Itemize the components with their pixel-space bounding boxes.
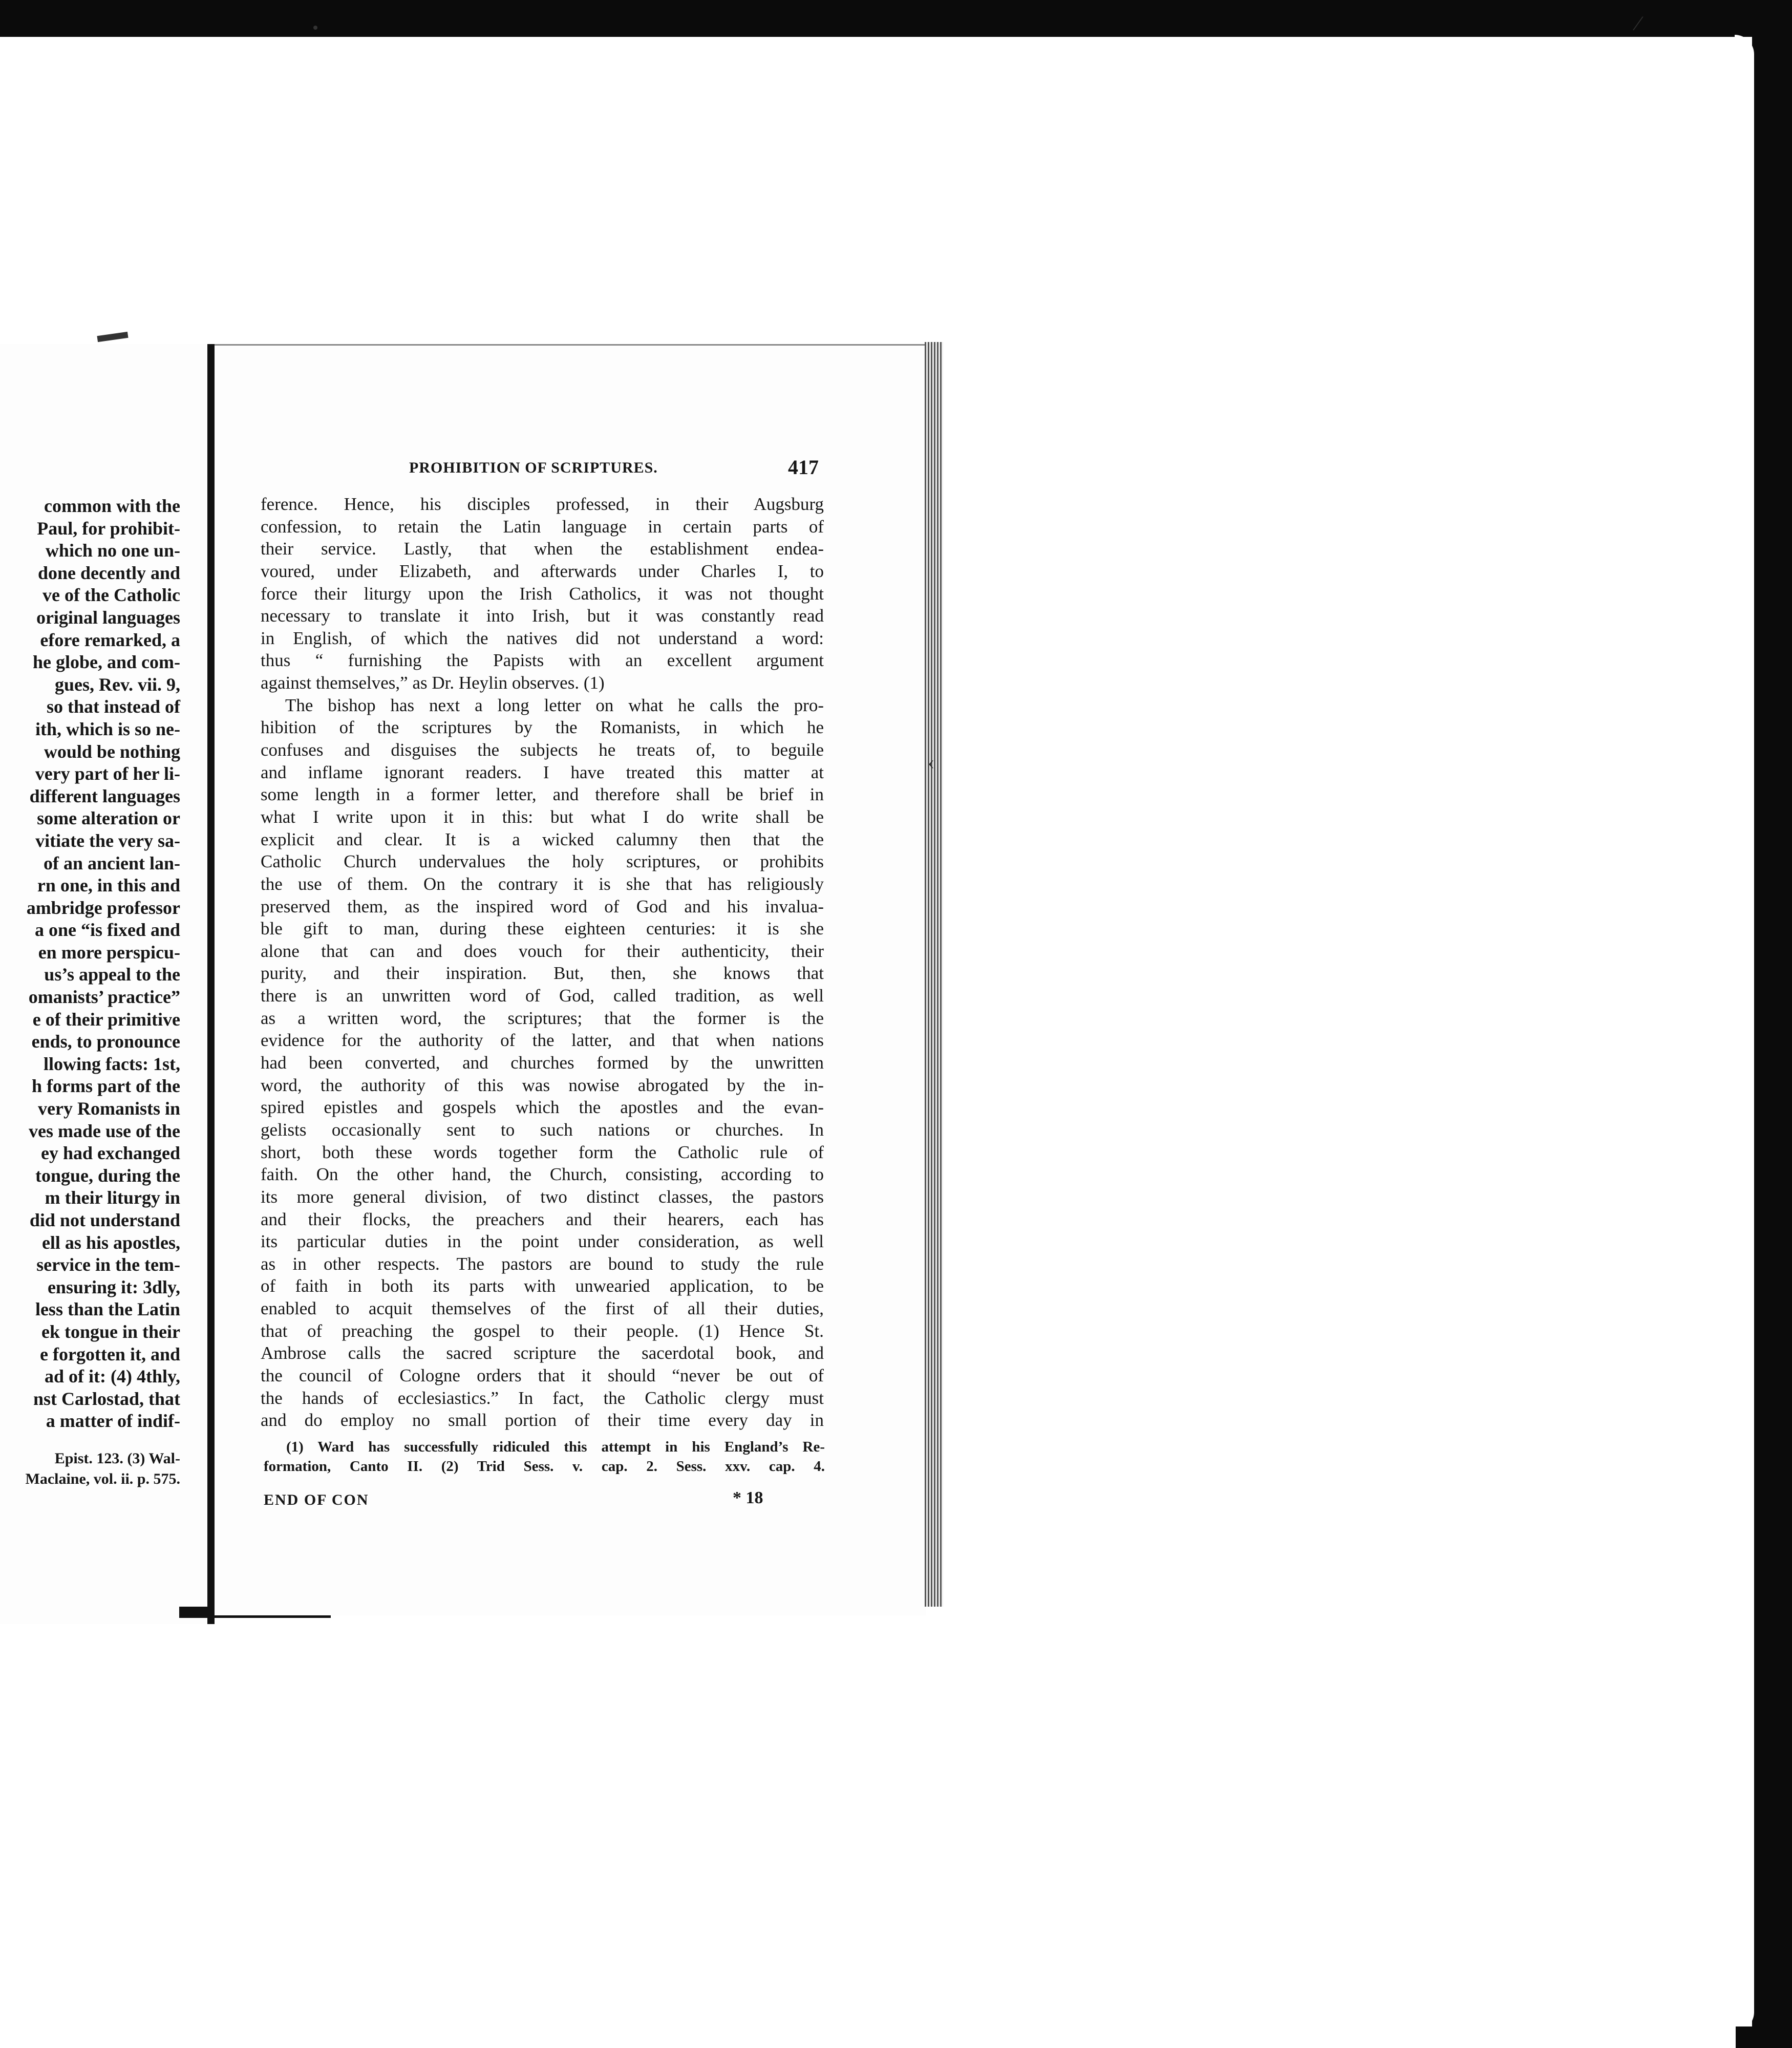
body-line: in English, of which the natives did not understand a word: bbox=[261, 628, 824, 648]
right-page bbox=[215, 344, 926, 1615]
left-line: Paul, for prohibit- bbox=[37, 518, 180, 539]
page-corner-mark bbox=[97, 332, 128, 342]
left-line: ends, to pronounce bbox=[31, 1031, 180, 1052]
body-line: necessary to translate it into Irish, but it was constantly read bbox=[261, 606, 824, 626]
left-line: some alteration or bbox=[37, 808, 180, 829]
left-line: efore remarked, a bbox=[40, 629, 180, 650]
body-line: hibition of the scriptures by the Romanists, in which he bbox=[261, 717, 824, 738]
body-line: and their flocks, the preachers and their hearers, each has bbox=[261, 1209, 824, 1229]
body-line: of faith in both its parts with unwearied application, to be bbox=[261, 1276, 824, 1296]
body-line: evidence for the authority of the latter, and that when nations bbox=[261, 1030, 824, 1051]
left-line: e forgotten it, and bbox=[40, 1343, 180, 1364]
left-line: a one “is fixed and bbox=[34, 920, 180, 941]
body-line: ble gift to man, during these eighteen centuries: it is she bbox=[261, 919, 824, 939]
body-line: their service. Lastly, that when the establishment endea- bbox=[261, 539, 824, 559]
body-line: as in other respects. The pastors are bound to study the rule bbox=[261, 1253, 824, 1274]
left-line: of an ancient lan- bbox=[43, 852, 180, 873]
left-line: ve of the Catholic bbox=[42, 585, 180, 606]
left-line: very Romanists in bbox=[38, 1098, 180, 1119]
body-line: faith. On the other hand, the Church, consisting, according to bbox=[261, 1164, 824, 1185]
body-line: and inflame ignorant readers. I have treated this matter at bbox=[261, 762, 824, 782]
footnote-line: (1) Ward has successfully ridiculed this attempt in his England’s Re- bbox=[286, 1439, 825, 1455]
left-line: service in the tem- bbox=[36, 1254, 180, 1275]
body-line: against themselves,” as Dr. Heylin observes. (1) bbox=[261, 673, 605, 693]
left-line: vitiate the very sa- bbox=[35, 830, 180, 851]
body-line: gelists occasionally sent to such nations or churches. In bbox=[261, 1119, 824, 1140]
left-line: ambridge professor bbox=[26, 897, 180, 918]
left-line: original languages bbox=[36, 607, 180, 628]
body-line: spired epistles and gospels which the apostles and the evan- bbox=[261, 1097, 824, 1118]
left-line: en more perspicu- bbox=[38, 942, 180, 963]
running-head: PROHIBITION OF SCRIPTURES. bbox=[409, 459, 658, 476]
page-edges bbox=[925, 342, 943, 1607]
body-line: the use of them. On the contrary it is she that has religiously bbox=[261, 873, 824, 894]
body-text bbox=[261, 493, 824, 1432]
left-line: a matter of indif- bbox=[46, 1411, 180, 1432]
left-line: so that instead of bbox=[46, 696, 180, 717]
scan-mark-icon: ⁄ bbox=[1636, 12, 1640, 35]
left-line: nst Carlostad, that bbox=[33, 1388, 180, 1409]
body-line: Ambrose calls the sacred scripture the sacerdotal book, and bbox=[261, 1343, 824, 1363]
footnote-line: formation, Canto II. (2) Trid Sess. v. cap. 2. Sess. xxv. cap. 4. bbox=[264, 1458, 825, 1475]
body-line: and do employ no small portion of their time every day in bbox=[261, 1410, 824, 1431]
body-line: that of preaching the gospel to their people. (1) Hence St. bbox=[261, 1320, 824, 1341]
body-line: short, both these words together form the Catholic rule of bbox=[261, 1142, 824, 1162]
left-line: gues, Rev. vii. 9, bbox=[54, 674, 180, 695]
left-line: done decently and bbox=[37, 562, 180, 583]
left-line: common with the bbox=[44, 496, 180, 516]
body-line: thus “ furnishing the Papists with an excellent argument bbox=[261, 650, 824, 671]
body-line: as a written word, the scriptures; that the former is the bbox=[261, 1008, 824, 1028]
signature-mark: * 18 bbox=[733, 1488, 763, 1507]
body-line: there is an unwritten word of God, called tradition, as well bbox=[261, 986, 824, 1006]
scan-frame-bottom bbox=[1736, 2026, 1792, 2048]
scan-frame-right bbox=[1752, 0, 1792, 2048]
left-line: ith, which is so ne- bbox=[35, 718, 180, 739]
left-footnote-line: Maclaine, vol. ii. p. 575. bbox=[25, 1470, 180, 1487]
left-line: us’s appeal to the bbox=[44, 964, 180, 985]
body-line: force their liturgy upon the Irish Catholics, it was not thought bbox=[261, 583, 824, 604]
body-line: explicit and clear. It is a wicked calumny then that the bbox=[261, 829, 824, 849]
left-line: m their liturgy in bbox=[45, 1187, 180, 1208]
body-line: its particular duties in the point under consideration, as well bbox=[261, 1231, 824, 1252]
dust-mark bbox=[313, 26, 317, 30]
body-line: alone that can and does vouch for their authenticity, their bbox=[261, 941, 824, 961]
left-line: ensuring it: 3dly, bbox=[47, 1276, 180, 1297]
body-line: what I write upon it in this: but what I do write shall be bbox=[261, 806, 824, 827]
left-line: e of their primitive bbox=[32, 1009, 180, 1030]
body-line: confession, to retain the Latin language in certain parts of bbox=[261, 516, 824, 537]
left-line: did not understand bbox=[29, 1210, 180, 1230]
left-line: would be nothing bbox=[44, 741, 180, 762]
end-of-volume-line: END OF CON bbox=[264, 1491, 369, 1508]
left-line: less than the Latin bbox=[35, 1299, 180, 1320]
left-page bbox=[0, 344, 210, 1624]
body-line: confuses and disguises the subjects he treats of, to beguile bbox=[261, 740, 824, 760]
body-line: ference. Hence, his disciples professed, in their Augsburg bbox=[261, 494, 824, 514]
left-line: ek tongue in their bbox=[41, 1321, 180, 1342]
left-line: h forms part of the bbox=[32, 1076, 180, 1097]
body-line: its more general division, of two distinct classes, the pastors bbox=[261, 1186, 824, 1207]
body-line: enabled to acquit themselves of the first of all their duties, bbox=[261, 1298, 824, 1319]
left-line: ad of it: (4) 4thly, bbox=[45, 1366, 180, 1387]
body-line: preserved them, as the inspired word of God and his invalua- bbox=[261, 896, 824, 916]
footnotes bbox=[264, 1437, 825, 1476]
body-line: purity, and their inspiration. But, then, she knows that bbox=[261, 963, 824, 984]
left-footnote-line: Epist. 123. (3) Wal- bbox=[54, 1450, 180, 1467]
left-line: different languages bbox=[29, 785, 180, 806]
left-line: llowing facts: 1st, bbox=[44, 1053, 180, 1074]
left-line: he globe, and com- bbox=[33, 652, 180, 673]
body-line: some length in a former letter, and therefore shall be brief in bbox=[261, 784, 824, 805]
body-line: had been converted, and churches formed by the unwritten bbox=[261, 1053, 824, 1073]
body-line: the hands of ecclesiastics.” In fact, the Catholic clergy must bbox=[261, 1388, 824, 1408]
scan-frame-top bbox=[0, 0, 1792, 37]
scan-frame-edge bbox=[1735, 35, 1754, 2032]
body-line: the council of Cologne orders that it should “never be out of bbox=[261, 1365, 824, 1385]
book-gutter bbox=[207, 344, 215, 1624]
left-line: rn one, in this and bbox=[37, 875, 180, 896]
binding-clasp-icon: ‹ bbox=[928, 751, 935, 774]
left-line: which no one un- bbox=[45, 540, 180, 561]
body-line: voured, under Elizabeth, and afterwards under Charles I, to bbox=[261, 561, 824, 581]
body-line: word, the authority of this was nowise abrogated by the in- bbox=[261, 1075, 824, 1095]
page-number: 417 bbox=[788, 456, 819, 479]
left-line: very part of her li- bbox=[35, 763, 180, 784]
left-page-footnotes bbox=[0, 1448, 180, 1489]
left-line: ey had exchanged bbox=[40, 1143, 180, 1164]
left-line: ell as his apostles, bbox=[41, 1232, 180, 1253]
left-line: omanists’ practice” bbox=[28, 987, 180, 1008]
left-page-text bbox=[0, 495, 180, 1433]
body-line: Catholic Church undervalues the holy scriptures, or prohibits bbox=[261, 851, 824, 872]
left-line: ves made use of the bbox=[29, 1120, 180, 1141]
body-line: The bishop has next a long letter on what he calls the pro- bbox=[285, 695, 824, 715]
left-line: tongue, during the bbox=[35, 1165, 180, 1186]
